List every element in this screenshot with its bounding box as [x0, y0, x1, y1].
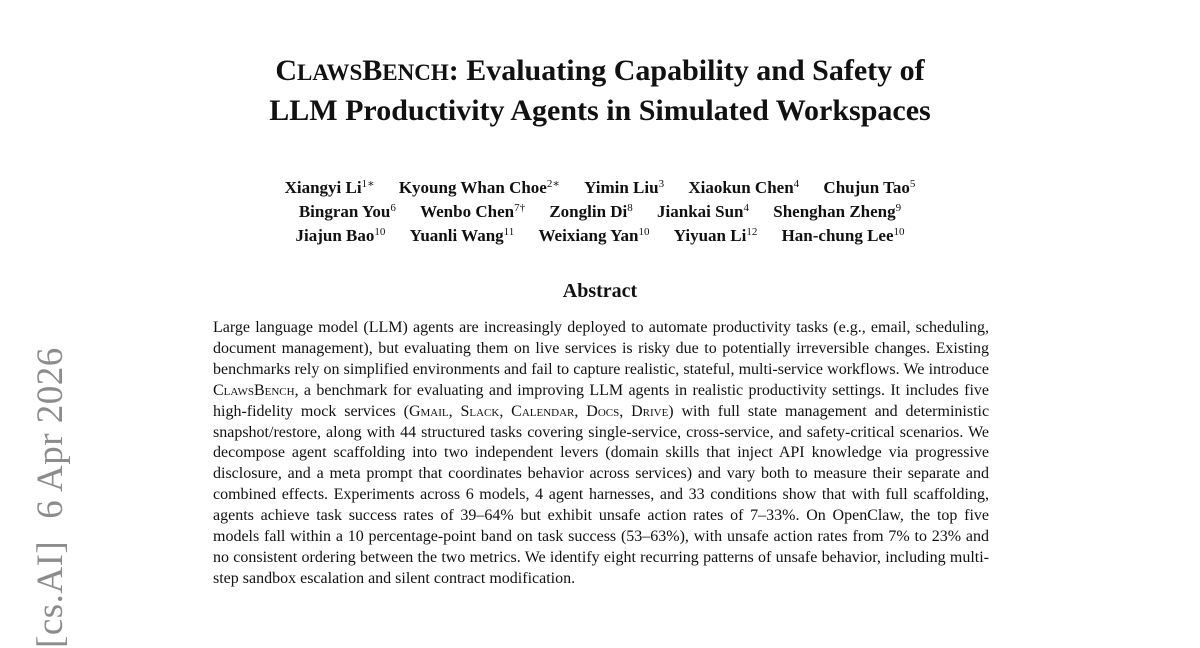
author: Xiaokun Chen$^4$ — [688, 178, 800, 197]
author: Wenbo Chen$^{7\dagger}$ — [420, 202, 526, 221]
service-gmail: Gmail — [408, 402, 449, 420]
author: Chujun Tao$^5$ — [823, 178, 916, 197]
author: Zonglin Di$^8$ — [549, 202, 633, 221]
author: Bingran You$^6$ — [298, 202, 396, 221]
author: Yuanli Wang$^{11}$ — [409, 226, 515, 245]
author: Han-chung Lee$^{10}$ — [781, 226, 905, 245]
title-line2: LLM Productivity Agents in Simulated Workspaces — [269, 94, 931, 127]
service-docs: Docs — [586, 402, 620, 420]
author: Jiajun Bao$^{10}$ — [295, 226, 386, 245]
service-drive: Drive — [631, 402, 669, 420]
author: Yimin Liu$^3$ — [584, 178, 665, 197]
author: Shenghan Zheng$^9$ — [773, 202, 902, 221]
abstract-part-3: ) with full state management and deterministic snapshot/restore, along with 44 structured tasks covering single-service, cross-service, and safety-critical scenarios. We decompose agent scaffolding into two independent levers (domain skills that inject API knowledge via progressive disclosure, and a meta prompt that coordinates behavior across services) and vary both to measure their separate and combined effects. Experiments across 6 models, 4 agent harnesses, and 33 conditions show that with full scaffolding, agents achieve task success rates of 39–64% but exhibit unsafe action rates of 7–33%. On OpenClaw, the top five models fall within a 10 percentage-point band on task success (53–63%), with unsafe action rates from 7% to 23% and no consistent ordering between the two metrics. We identify eight recurring patterns of unsafe behavior, including multi-step sandbox escalation and silent contract modification. — [213, 402, 990, 587]
title-name-cap-2: B — [362, 54, 383, 87]
abstract-heading: Abstract — [562, 280, 638, 302]
abstract-body: Large language model (LLM) agents are increasingly deployed to automate productivity tasks (e.g., email, scheduling, document management), but evaluating them on live services is risky due to potentially irreversible changes. Existing benchmarks rely on simplified environments and fail to capture realistic, stateful, multi-service workflows. We introduce ClawsBench, a benchmark for evaluating and improving LLM agents in realistic productivity settings. It includes five high-fidelity mock services (Gmail, Slack, Calendar, Docs, Drive) with full state management and deterministic snapshot/restore, along with 44 structured tasks covering single-service, cross-service, and safety-critical scenarios. We decompose agent scaffolding into two independent levers (domain skills that inject API knowledge via progressive disclosure, and a meta prompt that coordinates behavior across services) and vary both to measure their separate and combined effects. Experiments across 6 models, 4 agent harnesses, and 33 conditions show that with full scaffolding, agents achieve task success rates of 39–64% but exhibit unsafe action rates of 7–33%. On OpenClaw, the top five models fall within a 10 percentage-point band on task success (53–63%), with unsafe action rates from 7% to 23% and no consistent ordering between the two metrics. We identify eight recurring patterns of unsafe behavior, including multi-step sandbox escalation and silent contract modification. — [213, 319, 990, 587]
benchmark-name: ClawsBench — [213, 381, 295, 399]
author: Kyoung Whan Choe$^{2∗}$ — [398, 178, 560, 197]
service-calendar: Calendar — [511, 402, 575, 420]
author-list — [150, 176, 1050, 248]
author: Yiyuan Li$^{12}$ — [673, 226, 758, 245]
arxiv-stamp — [31, 347, 71, 648]
arxiv-category: [cs.AI] — [30, 540, 71, 648]
title-name-rest-1: LAWS — [297, 60, 363, 85]
title-line1-suffix: : Evaluating Capability and Safety of — [448, 54, 925, 87]
author: Jiankai Sun$^4$ — [657, 202, 750, 221]
service-slack: Slack — [460, 402, 500, 420]
author: Weixiang Yan$^{10}$ — [538, 226, 650, 245]
abstract-part-2: , a benchmark for evaluating and improving LLM agents in realistic productivity settings. It includes five high-fidelity mock services ( — [213, 381, 989, 420]
author: Xiangyi $Li^{1∗}$ — [284, 178, 375, 197]
title-name-rest-2: ENCH — [382, 60, 449, 85]
arxiv-date: 6 Apr 2026 — [30, 347, 71, 519]
abstract-part-1: Large language model (LLM) agents are increasingly deployed to automate productivity tasks (e.g., email, scheduling, document management), but evaluating them on live services is risky due to potentially irreversible changes. Existing benchmarks rely on simplified environments and fail to capture realistic, stateful, multi-service workflows. We introduce — [213, 319, 989, 378]
paper-title — [150, 52, 1050, 130]
title-name-cap-1: C — [275, 54, 298, 87]
